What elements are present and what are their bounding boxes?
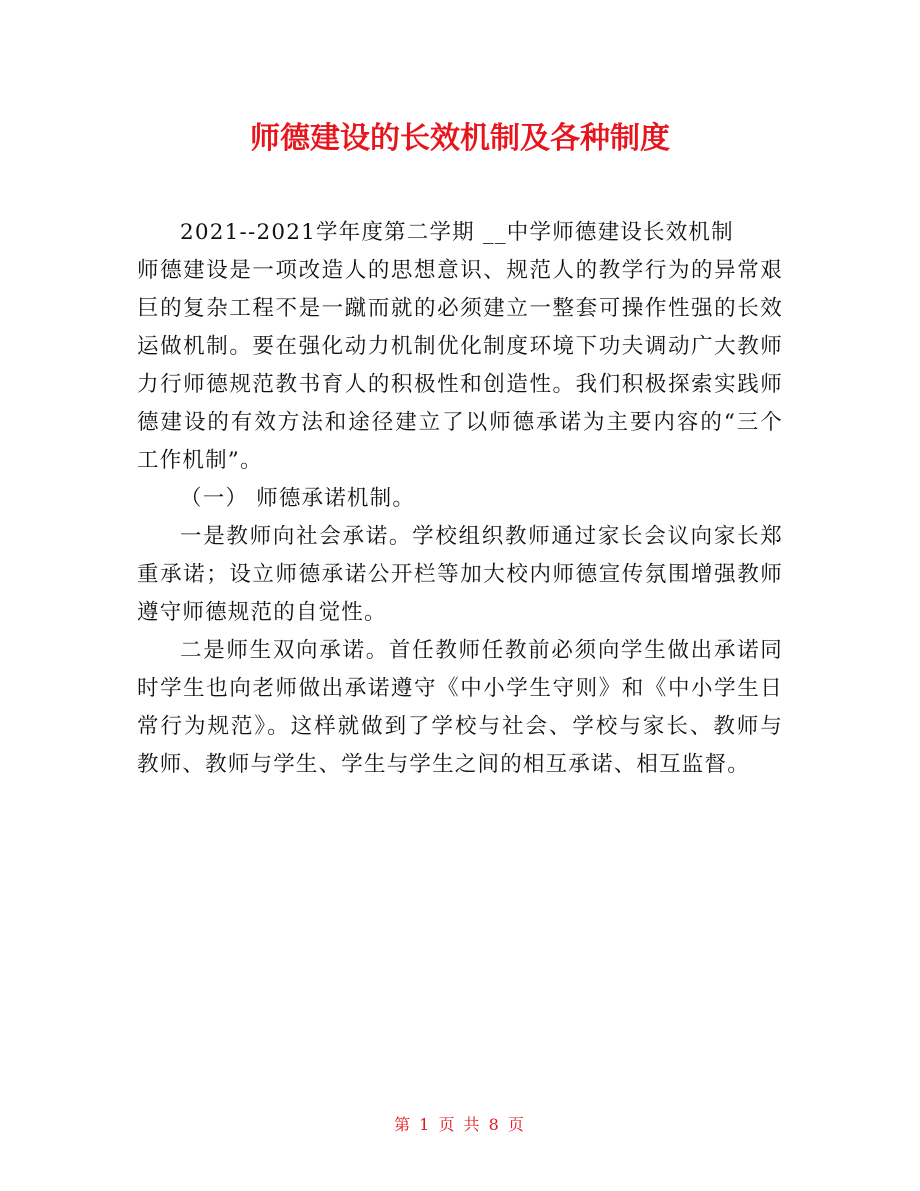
document-body xyxy=(137,214,783,784)
paragraph-item-2: 二是师生双向承诺。首任教师任教前必须向学生做出承诺同时学生也向老师做出承诺遵守《中小学生守则》和《中小学生日常行为规范》。这样就做到了学校与社会、学校与家长、教师与教师、教师与学生、学生与学生之间的相互承诺、相互监督。 xyxy=(137,638,783,777)
document-title: 师德建设的长效机制及各种制度 xyxy=(250,121,670,156)
heading-line: 2021--2021学年度第二学期 __中学师德建设长效机制 xyxy=(180,220,734,245)
paragraph-item-1: 一是教师向社会承诺。学校组织教师通过家长会议向家长郑重承诺；设立师德承诺公开栏等加大校内师德宣传氛围增强教师遵守师德规范的自觉性。 xyxy=(137,524,783,625)
paragraph-section-heading: （一） 师德承诺机制。 xyxy=(180,486,416,511)
paragraph-intro: 师德建设是一项改造人的思想意识、规范人的教学行为的异常艰巨的复杂工程不是一蹴而就的必须建立一整套可操作性强的长效运做机制。要在强化动力机制优化制度环境下功夫调动广大教师力行师德规范教书育人的积极性和创造性。我们积极探索实践师德建设的有效方法和途径建立了以师德承诺为主要内容的“三个工作机制”。 xyxy=(137,258,783,473)
page-number-footer: 第 1 页 共 8 页 xyxy=(394,1115,526,1134)
